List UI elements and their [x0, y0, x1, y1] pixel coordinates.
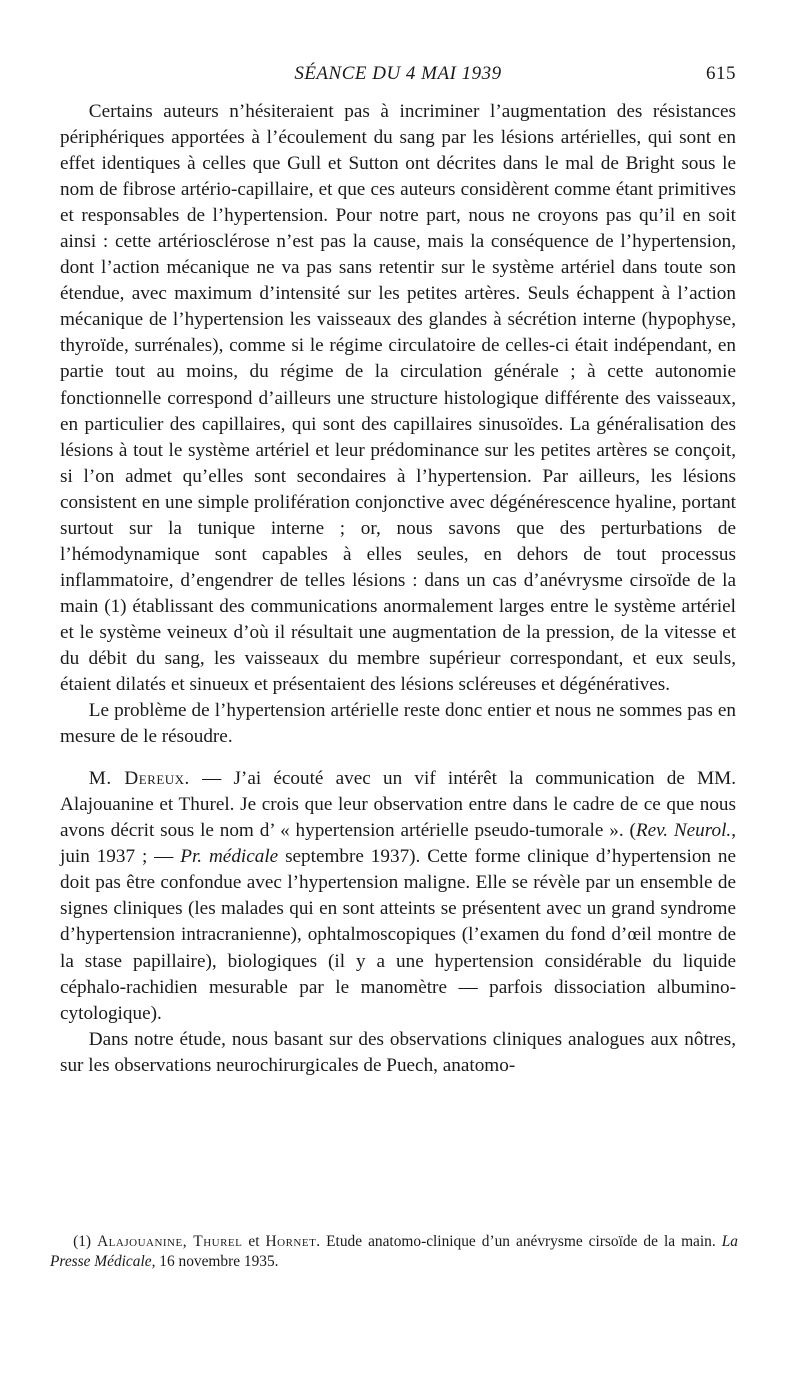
- paragraph-3: [60, 766, 736, 1026]
- speaker-name: M. Dereux.: [88, 768, 190, 790]
- footnote-marker: (1): [73, 1233, 98, 1250]
- footnote: [50, 1232, 738, 1272]
- paragraph-3-text-a: — J’ai écouté avec un vif intérêt la communication de MM. Alajouanine et Thurel. Je crois que leur observation entre dans le cadre de ce que nous avons décrit sous le nom d’ « hypertension artérielle pseudo-tumorale ». (: [60, 768, 736, 842]
- reference-rev-neurol: Rev. Neurol.: [635, 820, 732, 842]
- footnote-authors-a: Alajouanine, Thurel: [97, 1233, 243, 1250]
- footnote-text: [50, 1232, 738, 1272]
- paragraph-4: Dans notre étude, nous basant sur des observations cliniques analogues aux nôtres, sur les observations neurochirurgicales de Puech, anatomo-: [60, 1028, 736, 1076]
- running-header: [60, 63, 736, 87]
- header-title: SÉANCE DU 4 MAI 1939: [294, 63, 502, 84]
- footnote-title: . Etude anatomo-clinique d’un anévrysme cirsoïde de la main.: [316, 1233, 722, 1250]
- paragraph-1: Certains auteurs n’hésiteraient pas à incriminer l’augmentation des résistances périphériques apportées à l’écoulement du sang par les lésions artérielles, qui sont en effet identiques à celles que Gull et Sutton ont décrites dans le mal de Bright sous le nom de fibrose artério-capillaire, et que ces auteurs considèrent comme étant primitives et responsables de l’hypertension. Pour notre part, nous ne croyons pas qu’il en soit ainsi : cette artériosclérose n’est pas la cause, mais la conséquence de l’hypertension, dont l’action mécanique ne va pas sans retentir sur le système artériel dans toute son étendue, avec maximum d’intensité sur les petites artères. Seuls échappent à l’action mécanique de l’hypertension les vaisseaux des glandes à sécrétion interne (hypophyse, thyroïde, surrénales), comme si le régime circulatoire de celles-ci était indépendant, en partie tout au moins, du régime de la circulation générale ; à cette autonomie fonctionnelle correspond d’ailleurs une structure histologique différente des vaisseaux, en particulier des capillaires, qui sont des capillaires sinusoïdes. La généralisation des lésions à tout le système artériel et leur prédominance sur les petites artères se conçoit, si l’on admet qu’elles sont secondaires à l’hypertension. Par ailleurs, les lésions consistent en une simple prolifération conjonctive avec dégénérescence hyaline, portant surtout sur la tunique interne ; or, nous savons que des perturbations de l’hémodynamique sont capables à elles seules, en dehors de tout processus inflammatoire, d’engendrer de telles lésions : dans un cas d’anévrysme cirsoïde de la main (1) établissant des communications anormalement larges entre le système artériel et le système veineux d’où il résultait une augmentation de la pression, de la vitesse et du débit du sang, les vaisseaux du membre supérieur correspondant, et eux seuls, étaient dilatés et sinueux et présentaient des lésions scléreuses et dégénératives.: [60, 101, 736, 696]
- footnote-date: 16 novembre 1935.: [155, 1253, 279, 1270]
- article-body: [60, 99, 736, 1079]
- page-number: 615: [706, 63, 736, 84]
- footnote-authors-b: Hornet: [265, 1233, 317, 1250]
- paragraph-3-text-c: septembre 1937). Cette forme clinique d’hypertension ne doit pas être confondue avec l’hypertension maligne. Elle se révèle par un ensemble de signes cliniques (les malades qui en sont atteints se présentent avec un grand syndrome d’hypertension intracranienne), ophtalmoscopiques (l’examen du fond d’œil montre de la stase papillaire), biologiques (il y a une hypertension considérable du liquide céphalo-rachidien mesurable par le manomètre — parfois dissociation albumino-cytologique).: [60, 846, 736, 1024]
- reference-pr-medicale: Pr. médicale: [180, 846, 279, 868]
- footnote-journal: La Presse Médicale,: [50, 1233, 738, 1270]
- paragraph-2: Le problème de l’hypertension artérielle reste donc entier et nous ne sommes pas en mesure de le résoudre.: [60, 700, 736, 748]
- paragraph-3-text-b: , juin 1937 ; —: [60, 820, 736, 868]
- footnote-and: et: [242, 1233, 266, 1250]
